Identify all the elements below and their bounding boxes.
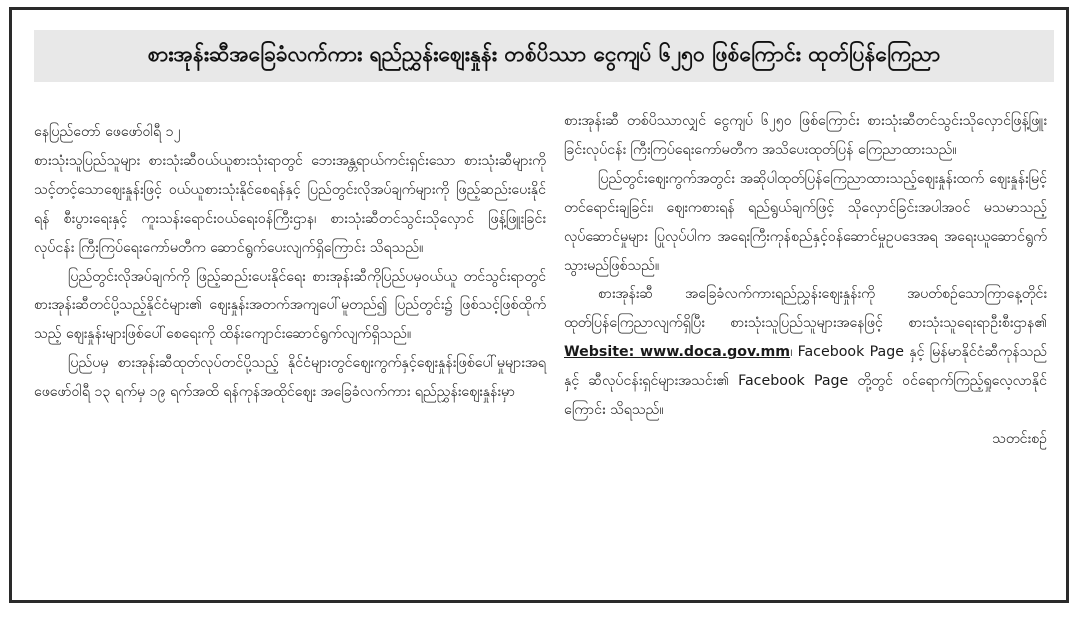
- news-article: [9, 7, 1069, 603]
- closing-text-after-link: ၊ Facebook Page နှင့် မြန်မာနိုင်ငံဆီကုန်သည်နှင့် ဆီလုပ်ငန်းရှင်များအသင်း၏ Facebook Page တို့တွင် ဝင်ရောက်ကြည့်ရှုလေ့လာနိုင်ကြောင်း သိရသည်။: [564, 344, 1047, 419]
- paragraph-3: ပြည်ပမှ စားအုန်းဆီထုတ်လုပ်တင်ပို့သည့် နိုင်ငံများတွင်ဈေးကွက်နှင့်ဈေးနှုန်းဖြစ်ပေါ်မှုများအရ ဖေဖော်ဝါရီ ၁၃ ရက်မှ ၁၉ ရက်အထိ ရန်ကုန်အထိုင်ဈေး အခြေခံလက်ကား ရည်ညွှန်းဈေးနှုန်းမှာ: [34, 355, 546, 401]
- right-column: [564, 107, 1047, 454]
- paragraph-6: [564, 280, 1047, 425]
- headline: စားအုန်းဆီအခြေခံလက်ကား ရည်ညွှန်းဈေးနှုန်း တစ်ပိဿာ ငွေကျပ် ၆၂၅၀ ဖြစ်ကြောင်း ထုတ်ပြန်ကြေညာ: [147, 41, 941, 66]
- dateline: နေပြည်တော် ဖေဖော်ဝါရီ ၁၂: [34, 124, 181, 140]
- byline: သတင်းစဉ်: [992, 430, 1047, 447]
- headline-band: [34, 30, 1054, 82]
- paragraph-2: ပြည်တွင်းလိုအပ်ချက်ကို ဖြည့်ဆည်းပေးနိုင်ရေး စားအုန်းဆီကိုပြည်ပမှဝယ်ယူ တင်သွင်းရာတွင် စားအုန်းဆီတင်ပို့သည့်နိုင်ငံများ၏ ဈေးနှုန်းအတက်အကျပေါ်မူတည်၍ ပြည်တွင်း၌ ဖြစ်သင့်ဖြစ်ထိုက်သည့် ဈေးနှုန်းများဖြစ်ပေါ်စေရေးကို ထိန်းကျောင်းဆောင်ရွက်လျက်ရှိသည်။: [34, 268, 546, 343]
- paragraph-1: စားသုံးသူပြည်သူများ စားသုံးဆီဝယ်ယူစားသုံးရာတွင် ဘေးအန္တရာယ်ကင်းရှင်းသော စားသုံးဆီများကို သင့်တင့်သောဈေးနှုန်းဖြင့် ဝယ်ယူစားသုံးနိုင်စေရန်နှင့် ပြည်တွင်းလိုအပ်ချက်များကို ဖြည့်ဆည်းပေးနိုင်ရန် စီးပွားရေးနှင့် ကူးသန်းရောင်းဝယ်ရေးဝန်ကြီးဌာန၊ စားသုံးဆီတင်သွင်းသိုလှောင် ဖြန့်ဖြူးခြင်းလုပ်ငန်း ကြီးကြပ်ရေးကော်မတီက ဆောင်ရွက်ပေးလျက်ရှိကြောင်း သိရသည်။: [34, 152, 546, 256]
- left-column: [34, 118, 546, 407]
- website-link[interactable]: Website: www.doca.gov.mm: [564, 344, 791, 361]
- paragraph-5: ပြည်တွင်းဈေးကွက်အတွင်း အဆိုပါထုတ်ပြန်ကြေညာထားသည့်ဈေးနှုန်းထက် ဈေးနှုန်းမြင့်တင်ရောင်းချခြင်း၊ ဈေးကစားရန် ရည်ရွယ်ချက်ဖြင့် သိုလှောင်ခြင်းအပါအဝင် မသမာသည့် လုပ်ဆောင်မှုများ ပြုလုပ်ပါက အရေးကြီးကုန်စည်နှင့်ဝန်ဆောင်မှုဥပဒေအရ အရေးယူဆောင်ရွက်သွားမည်ဖြစ်သည်။: [564, 170, 1047, 274]
- closing-text-before-link: စားအုန်းဆီ အခြေခံလက်ကားရည်ညွှန်းဈေးနှုန်းကို အပတ်စဉ်သောကြာနေ့တိုင်း ထုတ်ပြန်ကြေညာလျက်ရှိပြီး စားသုံးသူပြည်သူများအနေဖြင့် စားသုံးသူရေးရာဦးစီးဌာန၏: [564, 286, 1047, 332]
- paragraph-4: စားအုန်းဆီ တစ်ပိဿာလျှင် ငွေကျပ် ၆၂၅၀ ဖြစ်ကြောင်း စားသုံးဆီတင်သွင်းသိုလှောင်ဖြန့်ဖြူးခြင်းလုပ်ငန်း ကြီးကြပ်ရေးကော်မတီက အသိပေးထုတ်ပြန် ကြေညာထားသည်။: [564, 113, 1047, 158]
